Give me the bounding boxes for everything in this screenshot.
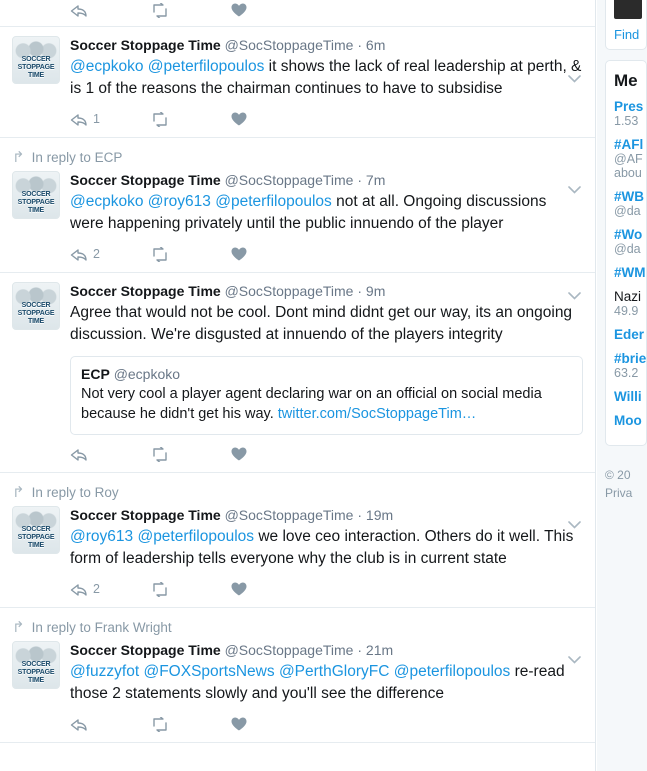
retweet-icon xyxy=(150,247,170,262)
tweet-text-rest: we love ceo interaction. Others do it well. This form of leadership tells everyone why the club is in current state xyxy=(70,528,574,567)
mention-link[interactable]: @peterfilopoulos xyxy=(393,663,511,680)
tweet-text-rest: re-read those 2 statements slowly and you'll see the difference xyxy=(70,663,565,702)
retweet-icon xyxy=(150,447,170,462)
tweet-row xyxy=(12,0,583,20)
tweet-actions xyxy=(70,579,583,599)
reply-icon xyxy=(70,112,87,127)
quoted-tweet-text xyxy=(81,384,572,424)
reply-context-label: In reply to Frank Wright xyxy=(31,620,172,635)
like-button[interactable] xyxy=(230,111,310,127)
trend-item[interactable] xyxy=(606,413,646,437)
quoted-tweet[interactable] xyxy=(70,356,583,435)
tweet[interactable] xyxy=(0,27,595,138)
avatar-image xyxy=(13,507,59,553)
trend-item[interactable] xyxy=(606,265,646,289)
trend-meta: @da xyxy=(614,242,641,256)
trend-item[interactable] xyxy=(606,99,646,137)
trend-item[interactable] xyxy=(606,389,646,413)
quoted-author-name: ECP xyxy=(81,366,110,382)
quoted-tweet-header xyxy=(81,366,572,382)
tweet[interactable] xyxy=(0,138,595,273)
reply-context-arrow-icon: ↰ xyxy=(12,149,25,166)
timestamp[interactable]: 6m xyxy=(365,37,386,53)
like-heart-icon xyxy=(230,111,248,127)
tweet-actions xyxy=(70,0,583,20)
reply-button[interactable] xyxy=(70,717,150,732)
tweet-text xyxy=(70,661,583,705)
tweet-partial-top xyxy=(0,0,595,27)
trend-meta: 1.53 xyxy=(614,114,639,128)
trend-item[interactable] xyxy=(606,137,646,189)
reply-icon xyxy=(70,717,87,732)
reply-context-arrow-icon: ↰ xyxy=(12,484,25,501)
avatar[interactable] xyxy=(12,506,60,554)
trends-title: Me xyxy=(614,71,638,90)
tweet-body xyxy=(70,506,583,599)
avatar[interactable] xyxy=(12,641,60,689)
trend-name[interactable]: #WB xyxy=(614,189,644,204)
reply-icon xyxy=(70,582,87,597)
retweet-button[interactable] xyxy=(150,247,230,262)
like-heart-icon xyxy=(230,581,248,597)
trend-item[interactable] xyxy=(606,227,646,265)
trend-item[interactable] xyxy=(606,351,646,389)
retweet-button[interactable] xyxy=(150,447,230,462)
trend-meta: 63.2 xyxy=(614,366,639,380)
mention-link[interactable]: @ecpkoko xyxy=(70,193,144,210)
separator: · xyxy=(357,37,363,53)
chevron-down-icon xyxy=(568,75,581,83)
tweet-actions xyxy=(70,244,583,264)
tweet-body xyxy=(70,36,583,129)
reply-button[interactable] xyxy=(70,247,150,262)
like-button[interactable] xyxy=(230,2,310,18)
quoted-tweet-link[interactable]: twitter.com/SocStoppageTim… xyxy=(277,406,477,422)
retweet-icon xyxy=(150,112,170,127)
avatar-label: SOCCER STOPPAGE TIME xyxy=(17,56,55,79)
author-name[interactable]: Soccer Stoppage Time xyxy=(70,172,221,188)
author-handle[interactable]: @SocStoppageTime xyxy=(224,507,354,523)
tweet-text-rest: it shows the lack of real leadership at perth, & is 1 of the reasons the chairman continues to have to subsidise xyxy=(70,58,582,97)
avatar-placeholder xyxy=(12,0,60,20)
like-button[interactable] xyxy=(230,581,310,597)
reply-icon xyxy=(70,3,87,18)
reply-button[interactable] xyxy=(70,3,150,18)
trend-name[interactable]: #Wo xyxy=(614,227,643,242)
trend-name[interactable]: #brie xyxy=(614,351,647,366)
chevron-down-icon xyxy=(568,292,581,300)
like-button[interactable] xyxy=(230,246,310,262)
quoted-author-handle: @ecpkoko xyxy=(113,366,181,382)
avatar-image xyxy=(13,37,59,83)
user-avatar-thumb[interactable] xyxy=(614,0,642,19)
tweet[interactable] xyxy=(0,608,595,743)
mention-link[interactable]: @peterfilopoulos xyxy=(147,58,265,75)
tweet-header xyxy=(70,641,583,659)
avatar-image xyxy=(13,283,59,329)
tweet-header xyxy=(70,36,583,54)
mention-link[interactable]: @ecpkoko xyxy=(70,58,144,75)
timestamp[interactable]: 7m xyxy=(365,172,386,188)
chevron-down-icon xyxy=(568,186,581,194)
tweet-row xyxy=(12,641,583,734)
timestamp[interactable]: 19m xyxy=(365,507,394,523)
reply-count: 2 xyxy=(93,247,100,261)
avatar-label: SOCCER STOPPAGE TIME xyxy=(17,302,55,325)
mention-link[interactable]: @peterfilopoulos xyxy=(215,193,332,210)
mention-link[interactable]: @roy613 xyxy=(147,193,211,210)
mention-link[interactable]: @PerthGloryFC xyxy=(278,663,390,680)
tweet-caret-menu[interactable] xyxy=(568,654,581,666)
tweet-body xyxy=(70,641,583,734)
mention-link[interactable]: @FOXSportsNews xyxy=(143,663,275,680)
like-button[interactable] xyxy=(230,716,310,732)
retweet-button[interactable] xyxy=(150,3,230,18)
mention-link[interactable]: @fuzzyfot xyxy=(70,663,140,680)
separator: · xyxy=(357,283,363,299)
trend-name[interactable]: #AFl xyxy=(614,137,644,152)
trend-item[interactable] xyxy=(606,327,646,351)
tweet-text xyxy=(70,191,583,235)
avatar[interactable] xyxy=(12,36,60,84)
author-handle[interactable]: @SocStoppageTime xyxy=(224,283,354,299)
retweet-icon xyxy=(150,582,170,597)
tweet-row xyxy=(12,506,583,599)
chevron-down-icon xyxy=(568,521,581,529)
tweet-caret-menu[interactable] xyxy=(568,184,581,196)
tweet-text xyxy=(70,526,583,570)
tweet-row xyxy=(12,36,583,129)
tweet-header xyxy=(70,171,583,189)
like-heart-icon xyxy=(230,246,248,262)
separator: · xyxy=(357,507,363,523)
timestamp[interactable]: 9m xyxy=(365,283,386,299)
tweet-text: Agree that would not be cool. Dont mind didnt get our way, its an ongoing discussion. We're disgusted at innuendo of the players integrity xyxy=(70,304,573,343)
timestamp[interactable]: 21m xyxy=(365,642,394,658)
retweet-icon xyxy=(150,717,170,732)
copyright-text: © 20 xyxy=(605,468,631,482)
trend-meta-2: abou xyxy=(614,166,642,180)
tweet-text xyxy=(70,56,583,100)
trend-name[interactable]: Nazi xyxy=(614,289,642,304)
like-heart-icon xyxy=(230,446,248,462)
tweet-row xyxy=(12,171,583,264)
separator: · xyxy=(357,642,363,658)
tweet-caret-menu[interactable] xyxy=(568,519,581,531)
quoted-text-body: Not very cool a player agent declaring war on an official on social media because he didn't get his way. xyxy=(81,386,542,422)
tweet[interactable] xyxy=(0,273,595,473)
reply-count: 1 xyxy=(93,112,100,126)
author-name[interactable]: Soccer Stoppage Time xyxy=(70,642,221,658)
reply-icon xyxy=(70,247,87,262)
reply-button[interactable] xyxy=(70,447,150,462)
like-heart-icon xyxy=(230,716,248,732)
retweet-button[interactable] xyxy=(150,112,230,127)
like-button[interactable] xyxy=(230,446,310,462)
footer-links xyxy=(597,456,647,502)
find-people-link[interactable]: Find xyxy=(614,27,640,42)
like-heart-icon xyxy=(230,2,248,18)
tweet-row xyxy=(12,282,583,464)
reply-context-arrow-icon: ↰ xyxy=(12,619,25,636)
tweet-caret-menu[interactable] xyxy=(568,290,581,302)
tweet-actions xyxy=(70,444,583,464)
tweet-actions xyxy=(70,109,583,129)
author-name[interactable]: Soccer Stoppage Time xyxy=(70,507,221,523)
reply-button[interactable] xyxy=(70,112,150,127)
tweet-header xyxy=(70,506,583,524)
reply-context xyxy=(12,617,583,641)
trend-meta: 49.9 xyxy=(614,304,639,318)
avatar-label: SOCCER STOPPAGE TIME xyxy=(17,191,55,214)
mention-link[interactable]: @peterfilopoulos xyxy=(137,528,255,545)
right-sidebar xyxy=(597,0,647,771)
reply-context-label: In reply to Roy xyxy=(31,485,119,500)
tweet-body xyxy=(70,282,583,464)
trend-name[interactable]: Pres xyxy=(614,99,644,114)
author-handle[interactable]: @SocStoppageTime xyxy=(224,642,354,658)
author-handle[interactable]: @SocStoppageTime xyxy=(224,172,354,188)
tweet-caret-menu[interactable] xyxy=(568,73,581,85)
reply-button[interactable] xyxy=(70,582,150,597)
avatar-image xyxy=(13,642,59,688)
trend-item[interactable] xyxy=(606,289,646,327)
author-name[interactable]: Soccer Stoppage Time xyxy=(70,283,221,299)
avatar-label: SOCCER STOPPAGE TIME xyxy=(17,661,55,684)
retweet-button[interactable] xyxy=(150,717,230,732)
privacy-link[interactable]: Priva xyxy=(605,486,633,500)
trend-meta: @AF xyxy=(614,152,643,166)
trend-item[interactable] xyxy=(606,189,646,227)
reply-icon xyxy=(70,447,87,462)
trend-name[interactable]: #WM xyxy=(614,265,646,280)
separator: · xyxy=(357,172,363,188)
avatar[interactable] xyxy=(12,171,60,219)
trend-name[interactable]: Moo xyxy=(614,413,642,428)
tweet-text-rest: not at all. Ongoing discussions were happening privately until the public innuendo of the player xyxy=(70,193,547,232)
tweet-header xyxy=(70,282,583,300)
trends-card xyxy=(605,60,647,446)
trend-name[interactable]: Eder xyxy=(614,327,645,342)
trend-meta: @da xyxy=(614,204,641,218)
avatar-image xyxy=(13,172,59,218)
reply-context xyxy=(12,147,583,171)
retweet-icon xyxy=(150,3,170,18)
reply-context-label: In reply to ECP xyxy=(31,150,123,165)
author-name[interactable]: Soccer Stoppage Time xyxy=(70,37,221,53)
tweet-actions xyxy=(70,714,583,734)
tweet[interactable] xyxy=(0,473,595,608)
tweet-body xyxy=(70,171,583,264)
tweet-body xyxy=(70,0,583,20)
who-to-follow-card[interactable] xyxy=(605,0,647,50)
avatar-label: SOCCER STOPPAGE TIME xyxy=(17,526,55,549)
author-handle[interactable]: @SocStoppageTime xyxy=(224,37,354,53)
trend-name[interactable]: Willi xyxy=(614,389,642,404)
mention-link[interactable]: @roy613 xyxy=(70,528,134,545)
chevron-down-icon xyxy=(568,656,581,664)
reply-count: 2 xyxy=(93,582,100,596)
reply-context xyxy=(12,482,583,506)
avatar[interactable] xyxy=(12,282,60,330)
retweet-button[interactable] xyxy=(150,582,230,597)
